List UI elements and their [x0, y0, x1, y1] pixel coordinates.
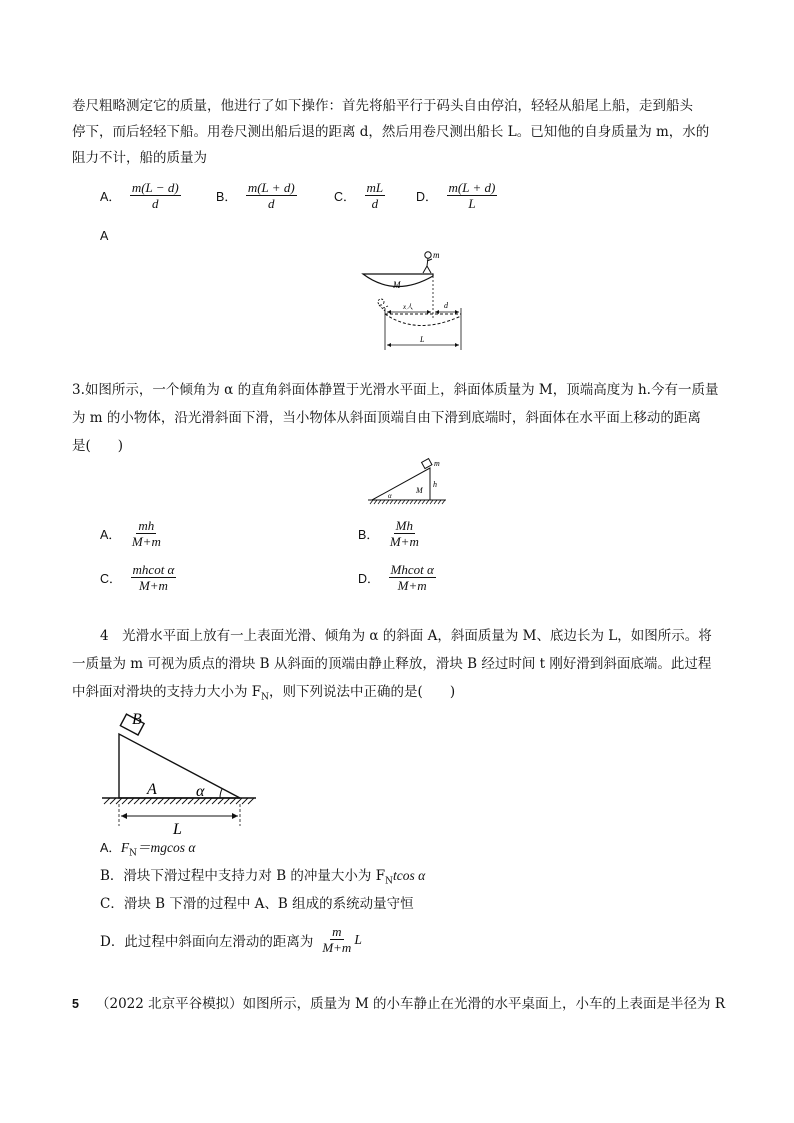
q3-text-line-3: 是( ) [72, 438, 124, 454]
q2-answer: A [100, 229, 109, 243]
incline-figure-large [100, 710, 260, 838]
person-head [425, 252, 431, 258]
ground-hatching [370, 500, 445, 504]
floor-hatching [104, 798, 254, 804]
dashed-boat-hull [385, 314, 461, 326]
q2-option-c: C． $\frac{mL}{d}$ [334, 180, 384, 211]
x-person-label: x人 [403, 303, 414, 311]
q3-text-line-2: 为 m 的小物体，沿光滑斜面下滑，当小物体从斜面顶端自由下滑到底端时，斜面体在水平面上移动的距离 [72, 410, 701, 426]
incline-mass-label: M [416, 486, 423, 495]
angle-arc [220, 789, 222, 798]
slope-label: A [147, 781, 157, 798]
q2-option-d: D． $\frac{m(L + d)}{L}$ [416, 180, 496, 211]
height-label: h [433, 480, 437, 489]
incline-figure-small [366, 456, 448, 508]
q2-text-line-1: 卷尺粗略测定它的质量，他进行了如下操作：首先将船平行于码头自由停泊，轻轻从船尾上船，走到船头 [72, 98, 693, 114]
l-label: L [420, 335, 425, 344]
dashed-person-head [378, 299, 384, 305]
incline-triangle [372, 468, 430, 500]
dashed-person-body [379, 305, 388, 311]
boat-mass-label: M [393, 280, 401, 290]
q4-option-c: C．滑块 B 下滑的过程中 A、B 组成的系统动量守恒 [100, 896, 414, 912]
person-body [423, 258, 432, 273]
angle-alpha-label: α [196, 783, 205, 800]
q5-number: 5 [72, 997, 79, 1011]
q3-option-c: C． $\frac{\text{mhcot α}}{M+m}$ [100, 562, 175, 593]
d-label: d [444, 301, 448, 310]
q5-text: （2022 北京平谷模拟）如图所示，质量为 M 的小车静止在光滑的水平桌面上，小车的上表面是半径为 R [96, 996, 726, 1012]
angle-label: α [388, 492, 392, 500]
q4-text-line-2: 一质量为 m 可视为质点的滑块 B 从斜面的顶端由静止释放，滑块 B 经过时间 t 刚好滑到斜面底端。此过程 [72, 656, 712, 672]
q4-text-line-3: 中斜面对滑块的支持力大小为 $F_N$，则下列说法中正确的是( ) [72, 684, 456, 703]
q2-option-a: A． $\frac{m(L - d)}{d}$ [100, 180, 179, 211]
q4-option-d: D．此过程中斜面向左滑动的距离为 $\frac{m}{M+m}$ L [100, 924, 362, 955]
block-mass-label: m [434, 459, 440, 468]
q3-option-d: D． $\frac{\text{Mhcot α}}{M+m}$ [358, 562, 434, 593]
slider-label: B [132, 711, 142, 728]
q2-option-b: B． $\frac{m(L + d)}{d}$ [216, 180, 295, 211]
base-length-label: L [173, 821, 182, 838]
small-block [422, 459, 432, 469]
q3-option-a: A． $\frac{mh}{M+m}$ [100, 518, 161, 549]
q3-text-line-1: 3.如图所示，一个倾角为 α 的直角斜面体静置于光滑水平面上，斜面体质量为 M，顶端高度为 h.今有一质量 [72, 382, 719, 398]
q3-option-b: B． $\frac{Mh}{M+m}$ [358, 518, 419, 549]
q4-option-b: B．滑块下滑过程中支持力对 B 的冲量大小为 $F_Ntcos$ α [100, 868, 426, 887]
person-mass-label: m [433, 250, 440, 260]
q4-option-a: A．$F_N=mgcos$ α [100, 840, 196, 859]
q4-text-line-1: 4 光滑水平面上放有一上表面光滑、倾角为 α 的斜面 A，斜面质量为 M、底边长为 L，如图所示。将 [100, 628, 712, 644]
slope-a [119, 734, 240, 798]
q2-text-line-3: 阻力不计，船的质量为 [72, 150, 207, 166]
boat-figure [355, 246, 475, 352]
q2-text-line-2: 停下，而后轻轻下船。用卷尺测出船后退的距离 d，然后用卷尺测出船长 L。已知他的自身质量为 m，水的 [72, 124, 710, 140]
